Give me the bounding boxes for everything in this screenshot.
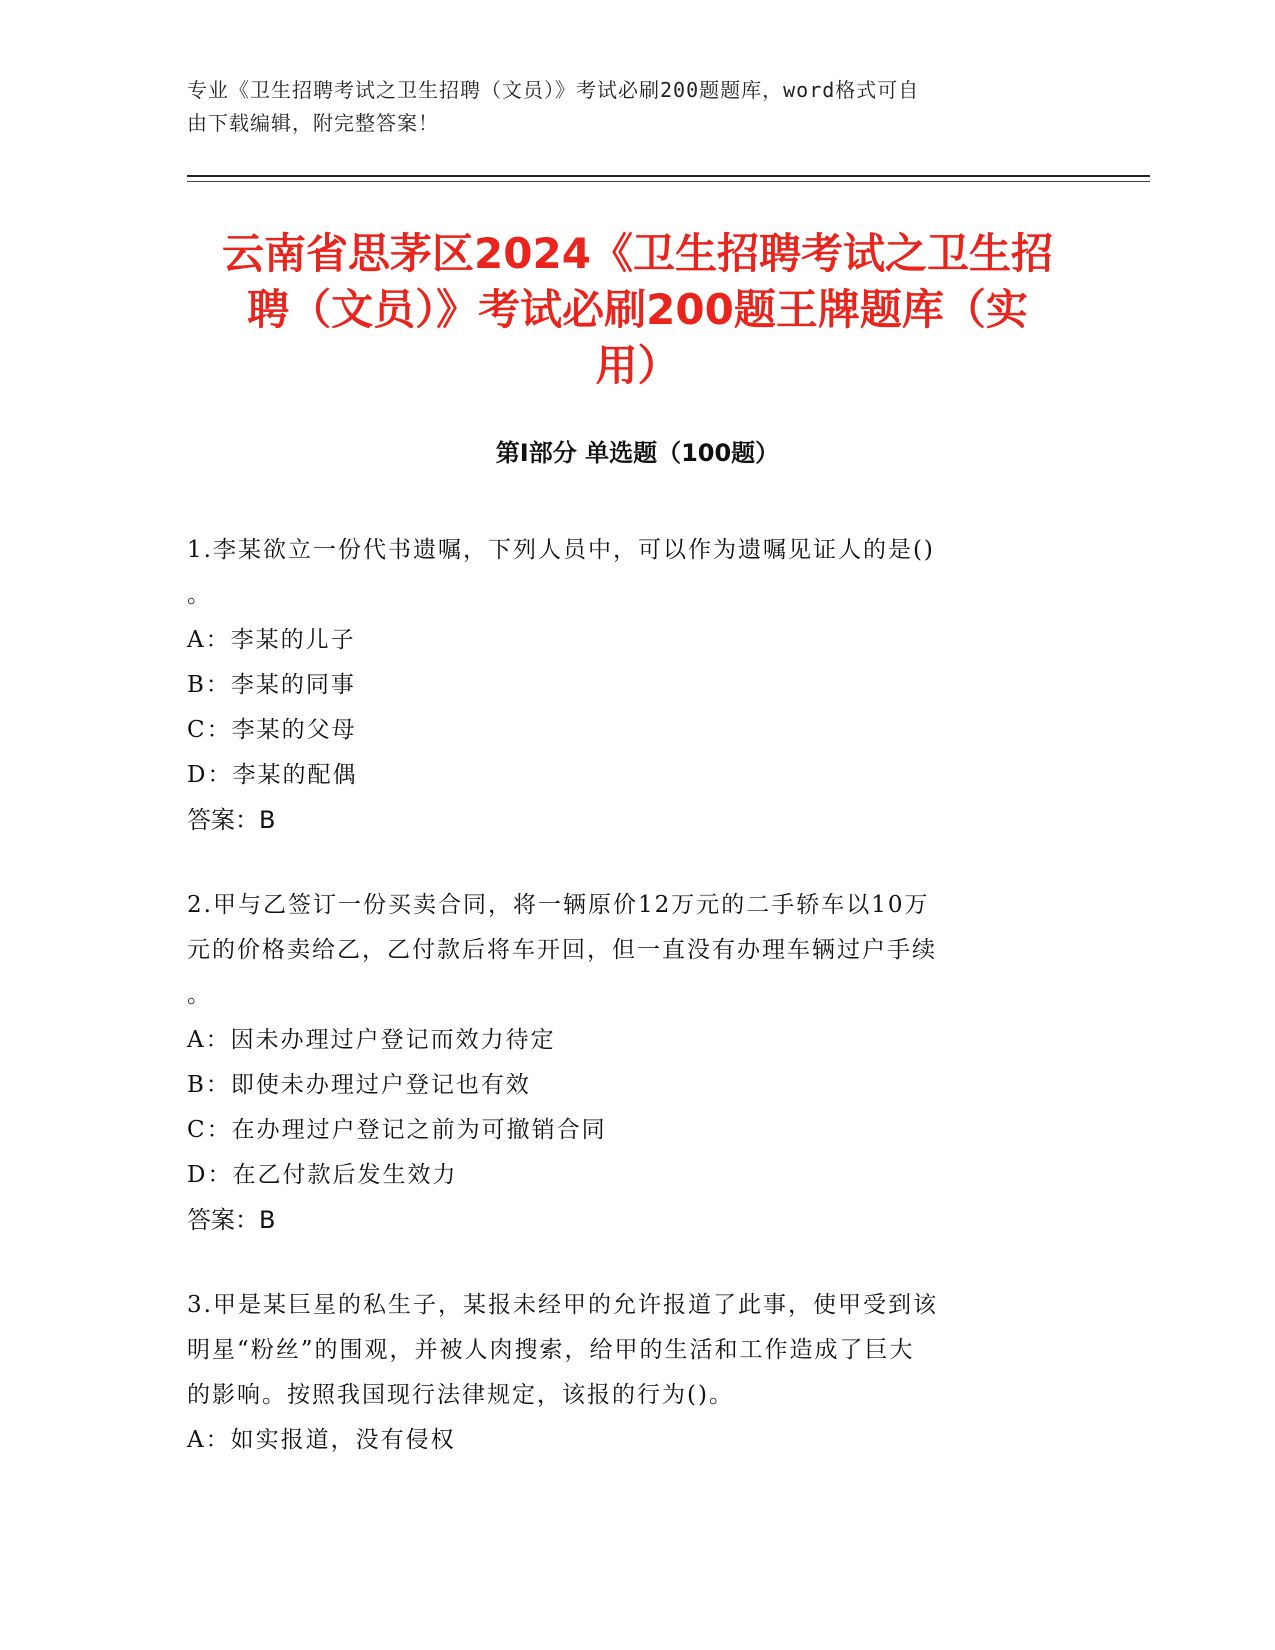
question-stem-line: 2.甲与乙签订一份买卖合同，将一辆原价12万元的二手轿车以10万 — [187, 892, 930, 918]
option-a: A：李某的儿子 — [187, 627, 356, 653]
option-b: B：李某的同事 — [187, 672, 356, 698]
question-3 — [187, 1283, 1067, 1463]
option-c: C：李某的父母 — [187, 717, 357, 743]
question-1 — [187, 528, 1067, 843]
title-line: 聘（文员）》考试必刷200题王牌题库（实 — [247, 285, 1028, 334]
question-list — [187, 528, 1067, 1503]
question-stem-line: 1.李某欲立一份代书遗嘱，下列人员中，可以作为遗嘱见证人的是() — [187, 537, 935, 563]
question-stem-line: 。 — [187, 582, 212, 608]
question-stem-line: 的影响。按照我国现行法律规定，该报的行为()。 — [187, 1382, 734, 1408]
header-divider-thin — [187, 181, 1150, 182]
header-note — [187, 74, 1087, 140]
section-heading: 第Ⅰ部分 单选题（100题） — [495, 439, 780, 467]
option-d: D：李某的配偶 — [187, 762, 358, 788]
document-title — [160, 226, 1115, 394]
option-b: B：即使未办理过户登记也有效 — [187, 1072, 531, 1098]
header-divider-thick — [187, 175, 1150, 177]
answer: 答案：B — [187, 806, 276, 834]
option-d: D：在乙付款后发生效力 — [187, 1162, 458, 1188]
title-line: 云南省思茅区2024《卫生招聘考试之卫生招 — [222, 229, 1053, 278]
question-stem-line: 。 — [187, 982, 212, 1008]
title-line: 用） — [595, 341, 680, 390]
question-2 — [187, 883, 1067, 1243]
option-a: A：如实报道，没有侵权 — [187, 1427, 456, 1453]
option-c: C：在办理过户登记之前为可撤销合同 — [187, 1117, 607, 1143]
header-note-line: 专业《卫生招聘考试之卫生招聘（文员）》考试必刷200题题库，word格式可自 — [187, 78, 920, 102]
question-stem-line: 3.甲是某巨星的私生子，某报未经甲的允许报道了此事，使甲受到该 — [187, 1292, 938, 1318]
header-note-line: 由下载编辑，附完整答案！ — [187, 111, 439, 135]
question-stem-line: 元的价格卖给乙，乙付款后将车开回，但一直没有办理车辆过户手续 — [187, 937, 937, 963]
answer: 答案：B — [187, 1206, 276, 1234]
question-stem-line: 明星“粉丝”的围观，并被人肉搜索，给甲的生活和工作造成了巨大 — [187, 1337, 915, 1363]
option-a: A：因未办理过户登记而效力待定 — [187, 1027, 556, 1053]
